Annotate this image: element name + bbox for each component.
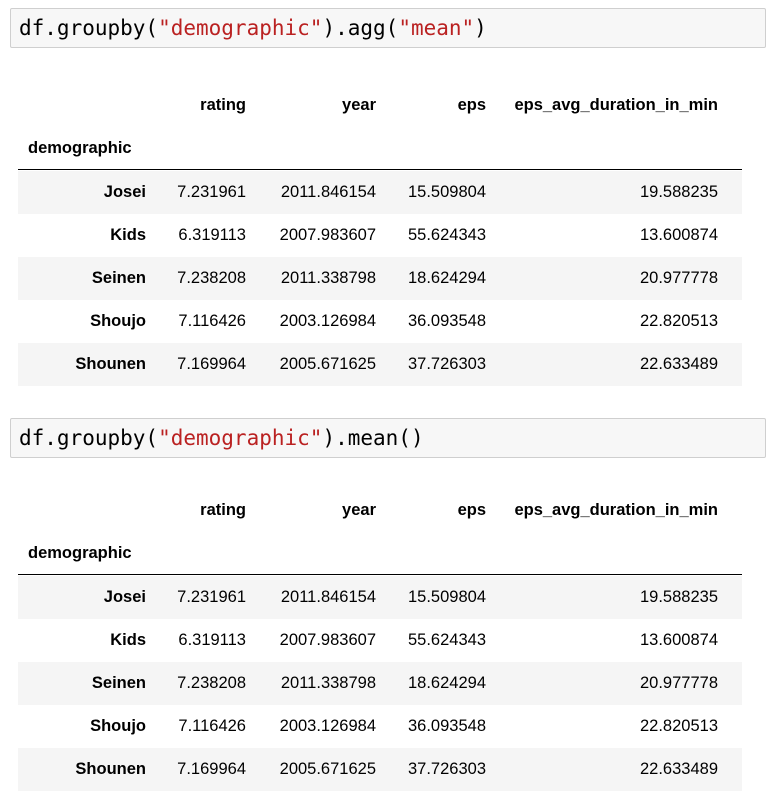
table-cell: 20.977778: [640, 674, 718, 692]
row-index: Shoujo: [90, 312, 146, 330]
table-cell: 15.509804: [408, 183, 486, 201]
table-cell: 7.231961: [177, 183, 246, 201]
table-cell: 7.116426: [178, 717, 246, 735]
row-index: Shounen: [75, 760, 146, 778]
table-cell: 2005.671625: [279, 355, 376, 373]
table-cell: 22.633489: [640, 760, 718, 778]
column-header-row: [18, 84, 742, 127]
code-token: ).mean(): [322, 426, 424, 450]
code-token: df.groupby(: [19, 16, 159, 40]
table-row: [18, 343, 742, 386]
row-index: Shoujo: [90, 717, 146, 735]
row-index: Seinen: [91, 269, 146, 287]
table-row: [18, 171, 742, 214]
table-cell: 7.231961: [177, 588, 246, 606]
table-cell: 7.116426: [178, 312, 246, 330]
table-cell: 2007.983607: [279, 631, 376, 649]
table-cell: 7.238208: [177, 269, 246, 287]
row-index: Josei: [103, 588, 146, 606]
code-token: df.groupby(: [19, 426, 159, 450]
row-index: Shounen: [75, 355, 146, 373]
row-index: Kids: [110, 631, 146, 649]
table-cell: 55.624343: [408, 631, 486, 649]
table-row: [18, 619, 742, 662]
table-cell: 2011.846154: [280, 183, 376, 201]
header-divider: [18, 574, 742, 575]
index-name-row: [18, 127, 742, 170]
table-cell: 22.820513: [640, 717, 718, 735]
header-divider: [18, 169, 742, 170]
code-input-cell-2[interactable]: [10, 418, 766, 458]
table-cell: 2003.126984: [279, 312, 376, 330]
string-literal: "mean": [398, 16, 475, 40]
table-cell: 55.624343: [408, 226, 486, 244]
table-cell: 36.093548: [408, 717, 486, 735]
table-cell: 2007.983607: [279, 226, 376, 244]
row-index: Josei: [103, 183, 146, 201]
column-header-row: [18, 489, 742, 532]
column-header: eps: [457, 96, 486, 114]
string-literal: "demographic": [158, 16, 323, 40]
table-cell: 2011.338798: [280, 269, 376, 287]
code-token: ): [474, 16, 487, 40]
table-cell: 7.238208: [177, 674, 246, 692]
column-header: eps_avg_duration_in_min: [514, 501, 718, 519]
table-row: [18, 748, 742, 791]
table-cell: 20.977778: [640, 269, 718, 287]
table-row: [18, 257, 742, 300]
table-cell: 18.624294: [408, 674, 486, 692]
index-name-row: [18, 532, 742, 575]
row-index: Seinen: [91, 674, 146, 692]
column-header: eps: [457, 501, 486, 519]
table-cell: 6.319113: [178, 226, 246, 244]
column-header: eps_avg_duration_in_min: [514, 96, 718, 114]
string-literal: "demographic": [158, 426, 323, 450]
index-name: demographic: [28, 139, 132, 157]
row-index: Kids: [110, 226, 146, 244]
table-cell: 13.600874: [640, 631, 718, 649]
column-header: year: [342, 501, 376, 519]
table-cell: 2005.671625: [279, 760, 376, 778]
table-cell: 19.588235: [640, 183, 718, 201]
table-row: [18, 214, 742, 257]
table-cell: 36.093548: [408, 312, 486, 330]
column-header: year: [342, 96, 376, 114]
table-cell: 19.588235: [640, 588, 718, 606]
table-cell: 37.726303: [408, 760, 486, 778]
table-row: [18, 576, 742, 619]
column-header: rating: [200, 96, 246, 114]
column-header: rating: [200, 501, 246, 519]
table-cell: 22.820513: [640, 312, 718, 330]
table-cell: 2011.846154: [280, 588, 376, 606]
code-input-cell-1[interactable]: [10, 8, 766, 48]
table-cell: 2011.338798: [280, 674, 376, 692]
table-row: [18, 662, 742, 705]
table-cell: 18.624294: [408, 269, 486, 287]
table-row: [18, 705, 742, 748]
table-cell: 22.633489: [640, 355, 718, 373]
table-row: [18, 300, 742, 343]
table-cell: 2003.126984: [279, 717, 376, 735]
table-cell: 13.600874: [640, 226, 718, 244]
index-name: demographic: [28, 544, 132, 562]
table-cell: 7.169964: [177, 355, 246, 373]
code-token: ).agg(: [322, 16, 399, 40]
table-cell: 15.509804: [408, 588, 486, 606]
table-cell: 37.726303: [408, 355, 486, 373]
table-cell: 7.169964: [177, 760, 246, 778]
table-cell: 6.319113: [178, 631, 246, 649]
